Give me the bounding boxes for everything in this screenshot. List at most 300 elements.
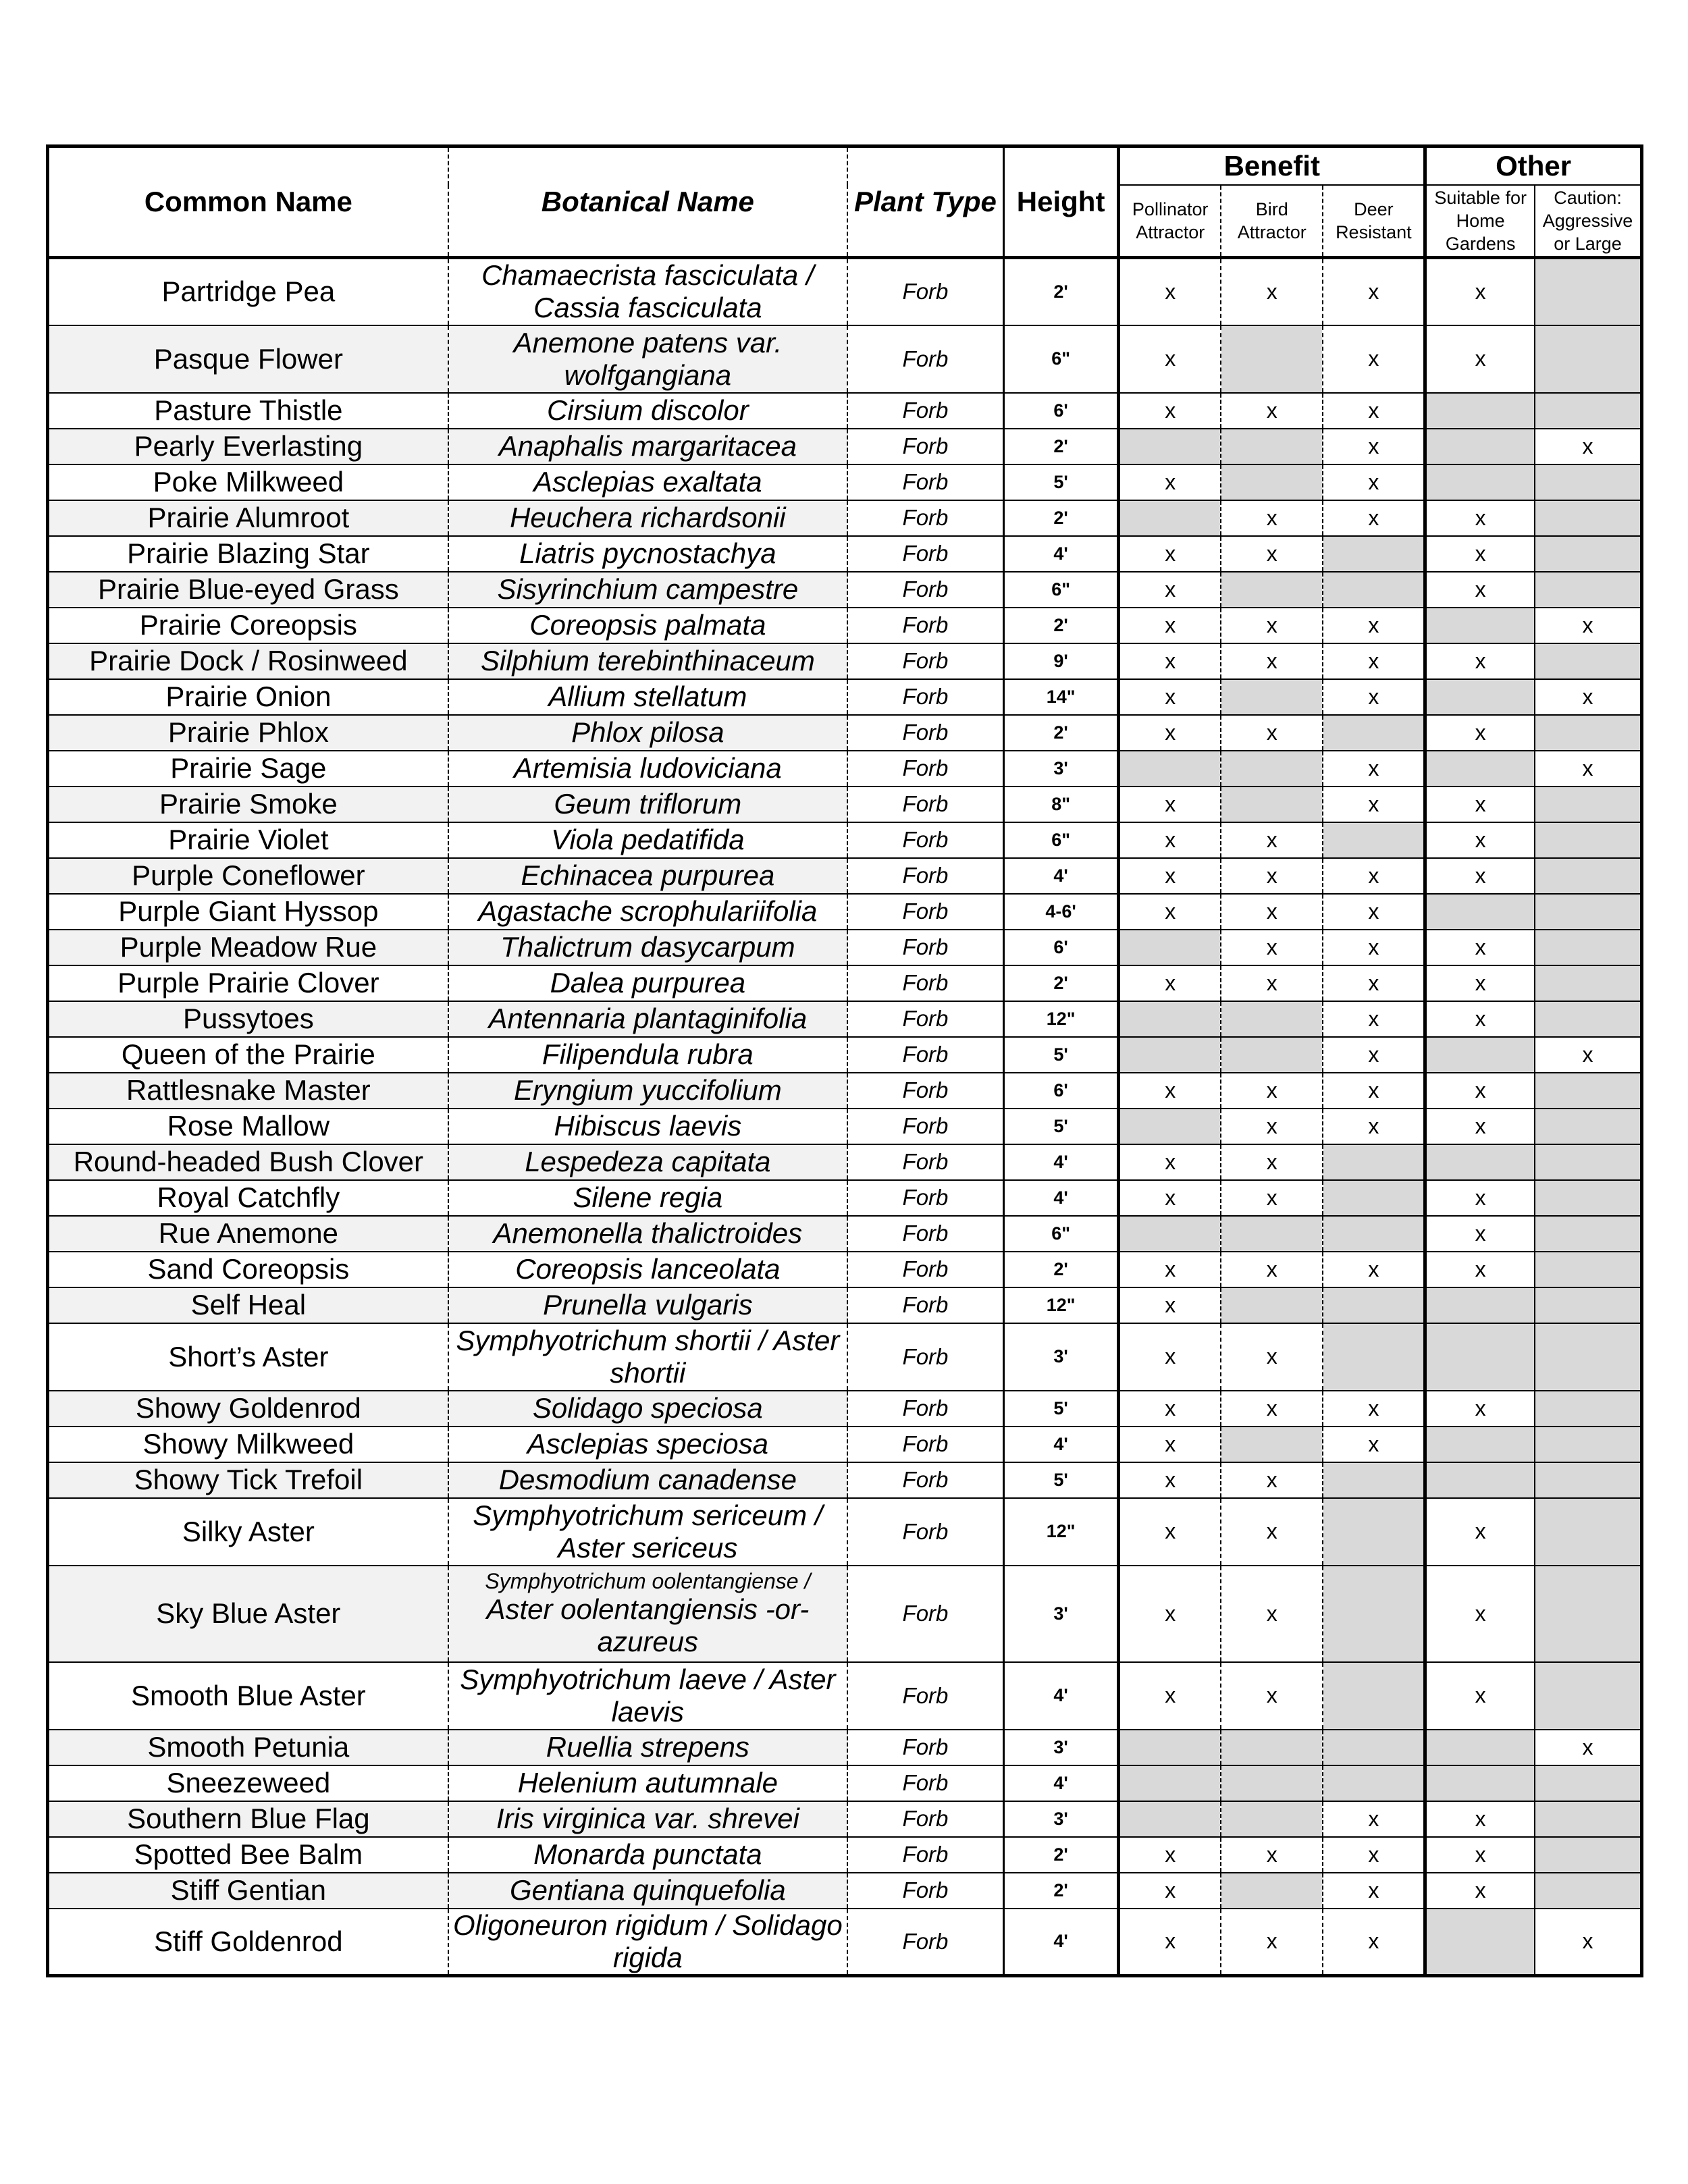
common-name-cell: Prairie Sage (48, 751, 448, 787)
botanical-name-cell: Chamaecrista fasciculata / Cassia fasciculata (448, 258, 847, 325)
common-name-cell: Showy Milkweed (48, 1427, 448, 1462)
plant-type-cell: Forb (847, 258, 1003, 325)
common-name-cell: Purple Coneflower (48, 858, 448, 894)
pollinator-cell: x (1119, 1287, 1221, 1323)
deer-cell: x (1323, 1837, 1425, 1873)
botanical-name-cell: Ruellia strepens (448, 1730, 847, 1765)
table-row (48, 1252, 1642, 1287)
home-garden-cell: x (1425, 1498, 1535, 1566)
deer-cell: x (1323, 464, 1425, 500)
table-row (48, 1498, 1642, 1566)
deer-cell (1323, 1462, 1425, 1498)
caution-cell (1535, 1801, 1641, 1837)
botanical-name-cell: Dalea purpurea (448, 965, 847, 1001)
caution-cell: x (1535, 608, 1641, 643)
deer-cell: x (1323, 1909, 1425, 1976)
table-row (48, 429, 1642, 464)
deer-cell (1323, 1144, 1425, 1180)
height-cell: 5' (1003, 464, 1118, 500)
home-garden-cell (1425, 464, 1535, 500)
header-bird: Bird Attractor (1221, 185, 1323, 258)
pollinator-cell (1119, 1001, 1221, 1037)
bird-cell: x (1221, 1566, 1323, 1662)
home-garden-cell (1425, 1287, 1535, 1323)
pollinator-cell: x (1119, 608, 1221, 643)
botanical-name-cell: Anaphalis margaritacea (448, 429, 847, 464)
deer-cell: x (1323, 679, 1425, 715)
table-row (48, 894, 1642, 930)
common-name-cell: Pearly Everlasting (48, 429, 448, 464)
deer-cell: x (1323, 500, 1425, 536)
common-name-cell: Prairie Blazing Star (48, 536, 448, 572)
pollinator-cell (1119, 1037, 1221, 1073)
plant-type-cell: Forb (847, 1252, 1003, 1287)
plant-table-body (48, 258, 1642, 1976)
caution-cell (1535, 1287, 1641, 1323)
pollinator-cell: x (1119, 1323, 1221, 1391)
height-cell: 2' (1003, 1837, 1118, 1873)
table-row (48, 1909, 1642, 1976)
pollinator-cell: x (1119, 1427, 1221, 1462)
bird-cell: x (1221, 1662, 1323, 1730)
table-row (48, 325, 1642, 393)
bird-cell: x (1221, 1909, 1323, 1976)
common-name-cell: Southern Blue Flag (48, 1801, 448, 1837)
plant-type-cell: Forb (847, 679, 1003, 715)
table-row (48, 965, 1642, 1001)
botanical-name-cell: Symphyotrichum laeve / Aster laevis (448, 1662, 847, 1730)
botanical-name-cell: Oligoneuron rigidum / Solidago rigida (448, 1909, 847, 1976)
home-garden-cell: x (1425, 1837, 1535, 1873)
table-row (48, 1873, 1642, 1909)
height-cell: 2' (1003, 715, 1118, 751)
bird-cell (1221, 1216, 1323, 1252)
deer-cell: x (1323, 1073, 1425, 1109)
botanical-name-text: Aster oolentangiensis -or- azureus (486, 1593, 810, 1657)
home-garden-cell (1425, 608, 1535, 643)
bird-cell: x (1221, 1837, 1323, 1873)
deer-cell (1323, 572, 1425, 608)
height-cell: 5' (1003, 1037, 1118, 1073)
common-name-cell: Prairie Coreopsis (48, 608, 448, 643)
deer-cell: x (1323, 258, 1425, 325)
common-name-cell: Prairie Phlox (48, 715, 448, 751)
pollinator-cell: x (1119, 1073, 1221, 1109)
caution-cell: x (1535, 1037, 1641, 1073)
common-name-cell: Sand Coreopsis (48, 1252, 448, 1287)
bird-cell: x (1221, 930, 1323, 965)
table-row (48, 608, 1642, 643)
common-name-cell: Sneezeweed (48, 1765, 448, 1801)
deer-cell (1323, 822, 1425, 858)
botanical-name-cell: Hibiscus laevis (448, 1109, 847, 1144)
pollinator-cell (1119, 429, 1221, 464)
table-row (48, 643, 1642, 679)
plant-type-cell: Forb (847, 325, 1003, 393)
botanical-name-cell: Anemonella thalictroides (448, 1216, 847, 1252)
table-row (48, 858, 1642, 894)
pollinator-cell (1119, 1765, 1221, 1801)
common-name-cell: Pasque Flower (48, 325, 448, 393)
height-cell: 8" (1003, 787, 1118, 822)
botanical-name-cell: Eryngium yuccifolium (448, 1073, 847, 1109)
height-cell: 5' (1003, 1109, 1118, 1144)
home-garden-cell (1425, 393, 1535, 429)
bird-cell: x (1221, 858, 1323, 894)
bird-cell: x (1221, 1073, 1323, 1109)
pollinator-cell: x (1119, 1391, 1221, 1427)
plant-type-cell: Forb (847, 1730, 1003, 1765)
home-garden-cell (1425, 1462, 1535, 1498)
caution-cell (1535, 464, 1641, 500)
table-row (48, 1427, 1642, 1462)
pollinator-cell: x (1119, 643, 1221, 679)
deer-cell: x (1323, 894, 1425, 930)
table-row (48, 464, 1642, 500)
table-row (48, 751, 1642, 787)
home-garden-cell (1425, 679, 1535, 715)
header-other: Other (1425, 147, 1642, 186)
pollinator-cell: x (1119, 894, 1221, 930)
bird-cell (1221, 429, 1323, 464)
plant-type-cell: Forb (847, 1287, 1003, 1323)
home-garden-cell (1425, 1765, 1535, 1801)
caution-cell (1535, 1001, 1641, 1037)
pollinator-cell: x (1119, 1144, 1221, 1180)
caution-cell (1535, 1144, 1641, 1180)
deer-cell: x (1323, 965, 1425, 1001)
height-cell: 2' (1003, 1252, 1118, 1287)
height-cell: 4' (1003, 1427, 1118, 1462)
table-row (48, 1323, 1642, 1391)
height-cell: 4' (1003, 1765, 1118, 1801)
home-garden-cell: x (1425, 572, 1535, 608)
plant-type-cell: Forb (847, 965, 1003, 1001)
botanical-name-cell: Antennaria plantaginifolia (448, 1001, 847, 1037)
table-row (48, 1073, 1642, 1109)
botanical-name-cell: Filipendula rubra (448, 1037, 847, 1073)
deer-cell: x (1323, 1391, 1425, 1427)
caution-cell (1535, 1216, 1641, 1252)
table-row (48, 1801, 1642, 1837)
plant-type-cell: Forb (847, 715, 1003, 751)
common-name-cell: Showy Goldenrod (48, 1391, 448, 1427)
botanical-name-cell: Sisyrinchium campestre (448, 572, 847, 608)
pollinator-cell (1119, 930, 1221, 965)
caution-cell (1535, 1323, 1641, 1391)
table-row (48, 822, 1642, 858)
deer-cell: x (1323, 608, 1425, 643)
botanical-name-cell: Monarda punctata (448, 1837, 847, 1873)
botanical-name-cell: Agastache scrophulariifolia (448, 894, 847, 930)
home-garden-cell: x (1425, 536, 1535, 572)
plant-type-cell: Forb (847, 1873, 1003, 1909)
table-row (48, 1765, 1642, 1801)
table-row (48, 1001, 1642, 1037)
height-cell: 4' (1003, 858, 1118, 894)
common-name-cell: Rattlesnake Master (48, 1073, 448, 1109)
deer-cell (1323, 1180, 1425, 1216)
botanical-name-cell: Silphium terebinthinaceum (448, 643, 847, 679)
deer-cell (1323, 1566, 1425, 1662)
bird-cell: x (1221, 1462, 1323, 1498)
botanical-name-cell: Phlox pilosa (448, 715, 847, 751)
home-garden-cell: x (1425, 965, 1535, 1001)
height-cell: 3' (1003, 1323, 1118, 1391)
table-row (48, 1462, 1642, 1498)
common-name-cell: Spotted Bee Balm (48, 1837, 448, 1873)
pollinator-cell: x (1119, 1662, 1221, 1730)
caution-cell (1535, 1109, 1641, 1144)
caution-cell (1535, 1427, 1641, 1462)
common-name-cell: Prairie Smoke (48, 787, 448, 822)
bird-cell (1221, 787, 1323, 822)
plant-type-cell: Forb (847, 1073, 1003, 1109)
pollinator-cell: x (1119, 258, 1221, 325)
common-name-cell: Self Heal (48, 1287, 448, 1323)
pollinator-cell: x (1119, 679, 1221, 715)
deer-cell (1323, 1323, 1425, 1391)
home-garden-cell: x (1425, 1001, 1535, 1037)
common-name-cell: Stiff Gentian (48, 1873, 448, 1909)
header-botanical-name: Botanical Name (448, 147, 847, 258)
caution-cell (1535, 1498, 1641, 1566)
bird-cell: x (1221, 894, 1323, 930)
table-row (48, 536, 1642, 572)
common-name-cell: Purple Meadow Rue (48, 930, 448, 965)
common-name-cell: Royal Catchfly (48, 1180, 448, 1216)
pollinator-cell: x (1119, 965, 1221, 1001)
deer-cell: x (1323, 1801, 1425, 1837)
botanical-name-cell: Gentiana quinquefolia (448, 1873, 847, 1909)
pollinator-cell: x (1119, 1837, 1221, 1873)
table-row (48, 1391, 1642, 1427)
home-garden-cell: x (1425, 1180, 1535, 1216)
height-cell: 6" (1003, 822, 1118, 858)
plant-type-cell: Forb (847, 1462, 1003, 1498)
bird-cell: x (1221, 643, 1323, 679)
pollinator-cell: x (1119, 536, 1221, 572)
height-cell: 6" (1003, 1216, 1118, 1252)
height-cell: 6' (1003, 930, 1118, 965)
plant-type-cell: Forb (847, 1001, 1003, 1037)
table-row (48, 1216, 1642, 1252)
bird-cell: x (1221, 258, 1323, 325)
bird-cell (1221, 325, 1323, 393)
common-name-cell: Partridge Pea (48, 258, 448, 325)
plant-type-cell: Forb (847, 393, 1003, 429)
plant-type-cell: Forb (847, 858, 1003, 894)
caution-cell (1535, 858, 1641, 894)
bird-cell (1221, 464, 1323, 500)
caution-cell: x (1535, 429, 1641, 464)
pollinator-cell: x (1119, 715, 1221, 751)
botanical-name-cell: Lespedeza capitata (448, 1144, 847, 1180)
common-name-cell: Silky Aster (48, 1498, 448, 1566)
bird-cell (1221, 1427, 1323, 1462)
common-name-cell: Prairie Onion (48, 679, 448, 715)
height-cell: 12" (1003, 1287, 1118, 1323)
bird-cell: x (1221, 1498, 1323, 1566)
botanical-name-synonym: Symphyotrichum oolentangiense / (485, 1569, 811, 1593)
pollinator-cell: x (1119, 1462, 1221, 1498)
caution-cell (1535, 393, 1641, 429)
caution-cell (1535, 715, 1641, 751)
bird-cell: x (1221, 965, 1323, 1001)
bird-cell (1221, 1001, 1323, 1037)
plant-type-cell: Forb (847, 1566, 1003, 1662)
botanical-name-cell: Echinacea purpurea (448, 858, 847, 894)
home-garden-cell: x (1425, 1662, 1535, 1730)
home-garden-cell: x (1425, 1801, 1535, 1837)
plant-type-cell: Forb (847, 1801, 1003, 1837)
common-name-cell: Prairie Dock / Rosinweed (48, 643, 448, 679)
pollinator-cell (1119, 1216, 1221, 1252)
caution-cell (1535, 572, 1641, 608)
height-cell: 3' (1003, 751, 1118, 787)
home-garden-cell: x (1425, 930, 1535, 965)
pollinator-cell: x (1119, 787, 1221, 822)
home-garden-cell (1425, 751, 1535, 787)
botanical-name-cell: Desmodium canadense (448, 1462, 847, 1498)
botanical-name-cell: Coreopsis lanceolata (448, 1252, 847, 1287)
plant-type-cell: Forb (847, 1391, 1003, 1427)
caution-cell: x (1535, 1909, 1641, 1976)
home-garden-cell: x (1425, 1566, 1535, 1662)
common-name-cell: Rose Mallow (48, 1109, 448, 1144)
plant-type-cell: Forb (847, 1144, 1003, 1180)
deer-cell: x (1323, 1037, 1425, 1073)
pollinator-cell: x (1119, 325, 1221, 393)
botanical-name-cell: Viola pedatifida (448, 822, 847, 858)
table-row (48, 1144, 1642, 1180)
bird-cell (1221, 1801, 1323, 1837)
common-name-cell: Stiff Goldenrod (48, 1909, 448, 1976)
pollinator-cell: x (1119, 858, 1221, 894)
caution-cell (1535, 1462, 1641, 1498)
caution-cell (1535, 1566, 1641, 1662)
plant-type-cell: Forb (847, 643, 1003, 679)
common-name-cell: Round-headed Bush Clover (48, 1144, 448, 1180)
pollinator-cell: x (1119, 1252, 1221, 1287)
header-caution: Caution: Aggressive or Large (1535, 185, 1641, 258)
table-row (48, 715, 1642, 751)
caution-cell (1535, 1765, 1641, 1801)
header-common-name: Common Name (48, 147, 448, 258)
home-garden-cell: x (1425, 1109, 1535, 1144)
caution-cell (1535, 894, 1641, 930)
caution-cell (1535, 1873, 1641, 1909)
common-name-cell: Showy Tick Trefoil (48, 1462, 448, 1498)
pollinator-cell: x (1119, 1566, 1221, 1662)
home-garden-cell (1425, 1323, 1535, 1391)
height-cell: 14" (1003, 679, 1118, 715)
deer-cell: x (1323, 1001, 1425, 1037)
botanical-name-cell: Artemisia ludoviciana (448, 751, 847, 787)
caution-cell: x (1535, 679, 1641, 715)
caution-cell (1535, 1073, 1641, 1109)
pollinator-cell (1119, 1801, 1221, 1837)
bird-cell (1221, 679, 1323, 715)
pollinator-cell (1119, 500, 1221, 536)
home-garden-cell: x (1425, 787, 1535, 822)
caution-cell (1535, 643, 1641, 679)
common-name-cell: Smooth Blue Aster (48, 1662, 448, 1730)
bird-cell (1221, 572, 1323, 608)
table-row (48, 1566, 1642, 1662)
header-plant-type: Plant Type (847, 147, 1003, 258)
home-garden-cell (1425, 1144, 1535, 1180)
common-name-cell: Smooth Petunia (48, 1730, 448, 1765)
table-row (48, 930, 1642, 965)
height-cell: 2' (1003, 1873, 1118, 1909)
botanical-name-cell: Liatris pycnostachya (448, 536, 847, 572)
deer-cell: x (1323, 325, 1425, 393)
pollinator-cell: x (1119, 1873, 1221, 1909)
height-cell: 3' (1003, 1801, 1118, 1837)
pollinator-cell: x (1119, 822, 1221, 858)
height-cell: 6' (1003, 393, 1118, 429)
bird-cell: x (1221, 1323, 1323, 1391)
table-row (48, 1180, 1642, 1216)
home-garden-cell: x (1425, 258, 1535, 325)
bird-cell: x (1221, 1144, 1323, 1180)
caution-cell: x (1535, 751, 1641, 787)
height-cell: 3' (1003, 1566, 1118, 1662)
height-cell: 3' (1003, 1730, 1118, 1765)
plant-type-cell: Forb (847, 572, 1003, 608)
deer-cell (1323, 715, 1425, 751)
plant-type-cell: Forb (847, 1427, 1003, 1462)
deer-cell: x (1323, 1109, 1425, 1144)
plant-type-cell: Forb (847, 822, 1003, 858)
deer-cell (1323, 1216, 1425, 1252)
header-deer: Deer Resistant (1323, 185, 1425, 258)
caution-cell: x (1535, 1730, 1641, 1765)
caution-cell (1535, 536, 1641, 572)
header-height: Height (1003, 147, 1118, 258)
botanical-name-cell: Asclepias speciosa (448, 1427, 847, 1462)
table-row (48, 258, 1642, 325)
height-cell: 2' (1003, 608, 1118, 643)
pollinator-cell (1119, 1109, 1221, 1144)
bird-cell: x (1221, 608, 1323, 643)
common-name-cell: Poke Milkweed (48, 464, 448, 500)
plant-type-cell: Forb (847, 536, 1003, 572)
deer-cell: x (1323, 393, 1425, 429)
deer-cell: x (1323, 643, 1425, 679)
home-garden-cell (1425, 894, 1535, 930)
pollinator-cell: x (1119, 464, 1221, 500)
table-row (48, 393, 1642, 429)
caution-cell (1535, 500, 1641, 536)
home-garden-cell: x (1425, 858, 1535, 894)
deer-cell (1323, 1287, 1425, 1323)
pollinator-cell: x (1119, 1498, 1221, 1566)
botanical-name-cell: Geum triflorum (448, 787, 847, 822)
deer-cell: x (1323, 1873, 1425, 1909)
header-home-gardens: Suitable for Home Gardens (1425, 185, 1535, 258)
table-row (48, 1662, 1642, 1730)
common-name-cell: Pussytoes (48, 1001, 448, 1037)
table-row (48, 679, 1642, 715)
botanical-name-cell: Thalictrum dasycarpum (448, 930, 847, 965)
height-cell: 4' (1003, 536, 1118, 572)
deer-cell: x (1323, 787, 1425, 822)
caution-cell (1535, 787, 1641, 822)
home-garden-cell: x (1425, 1216, 1535, 1252)
home-garden-cell (1425, 1427, 1535, 1462)
